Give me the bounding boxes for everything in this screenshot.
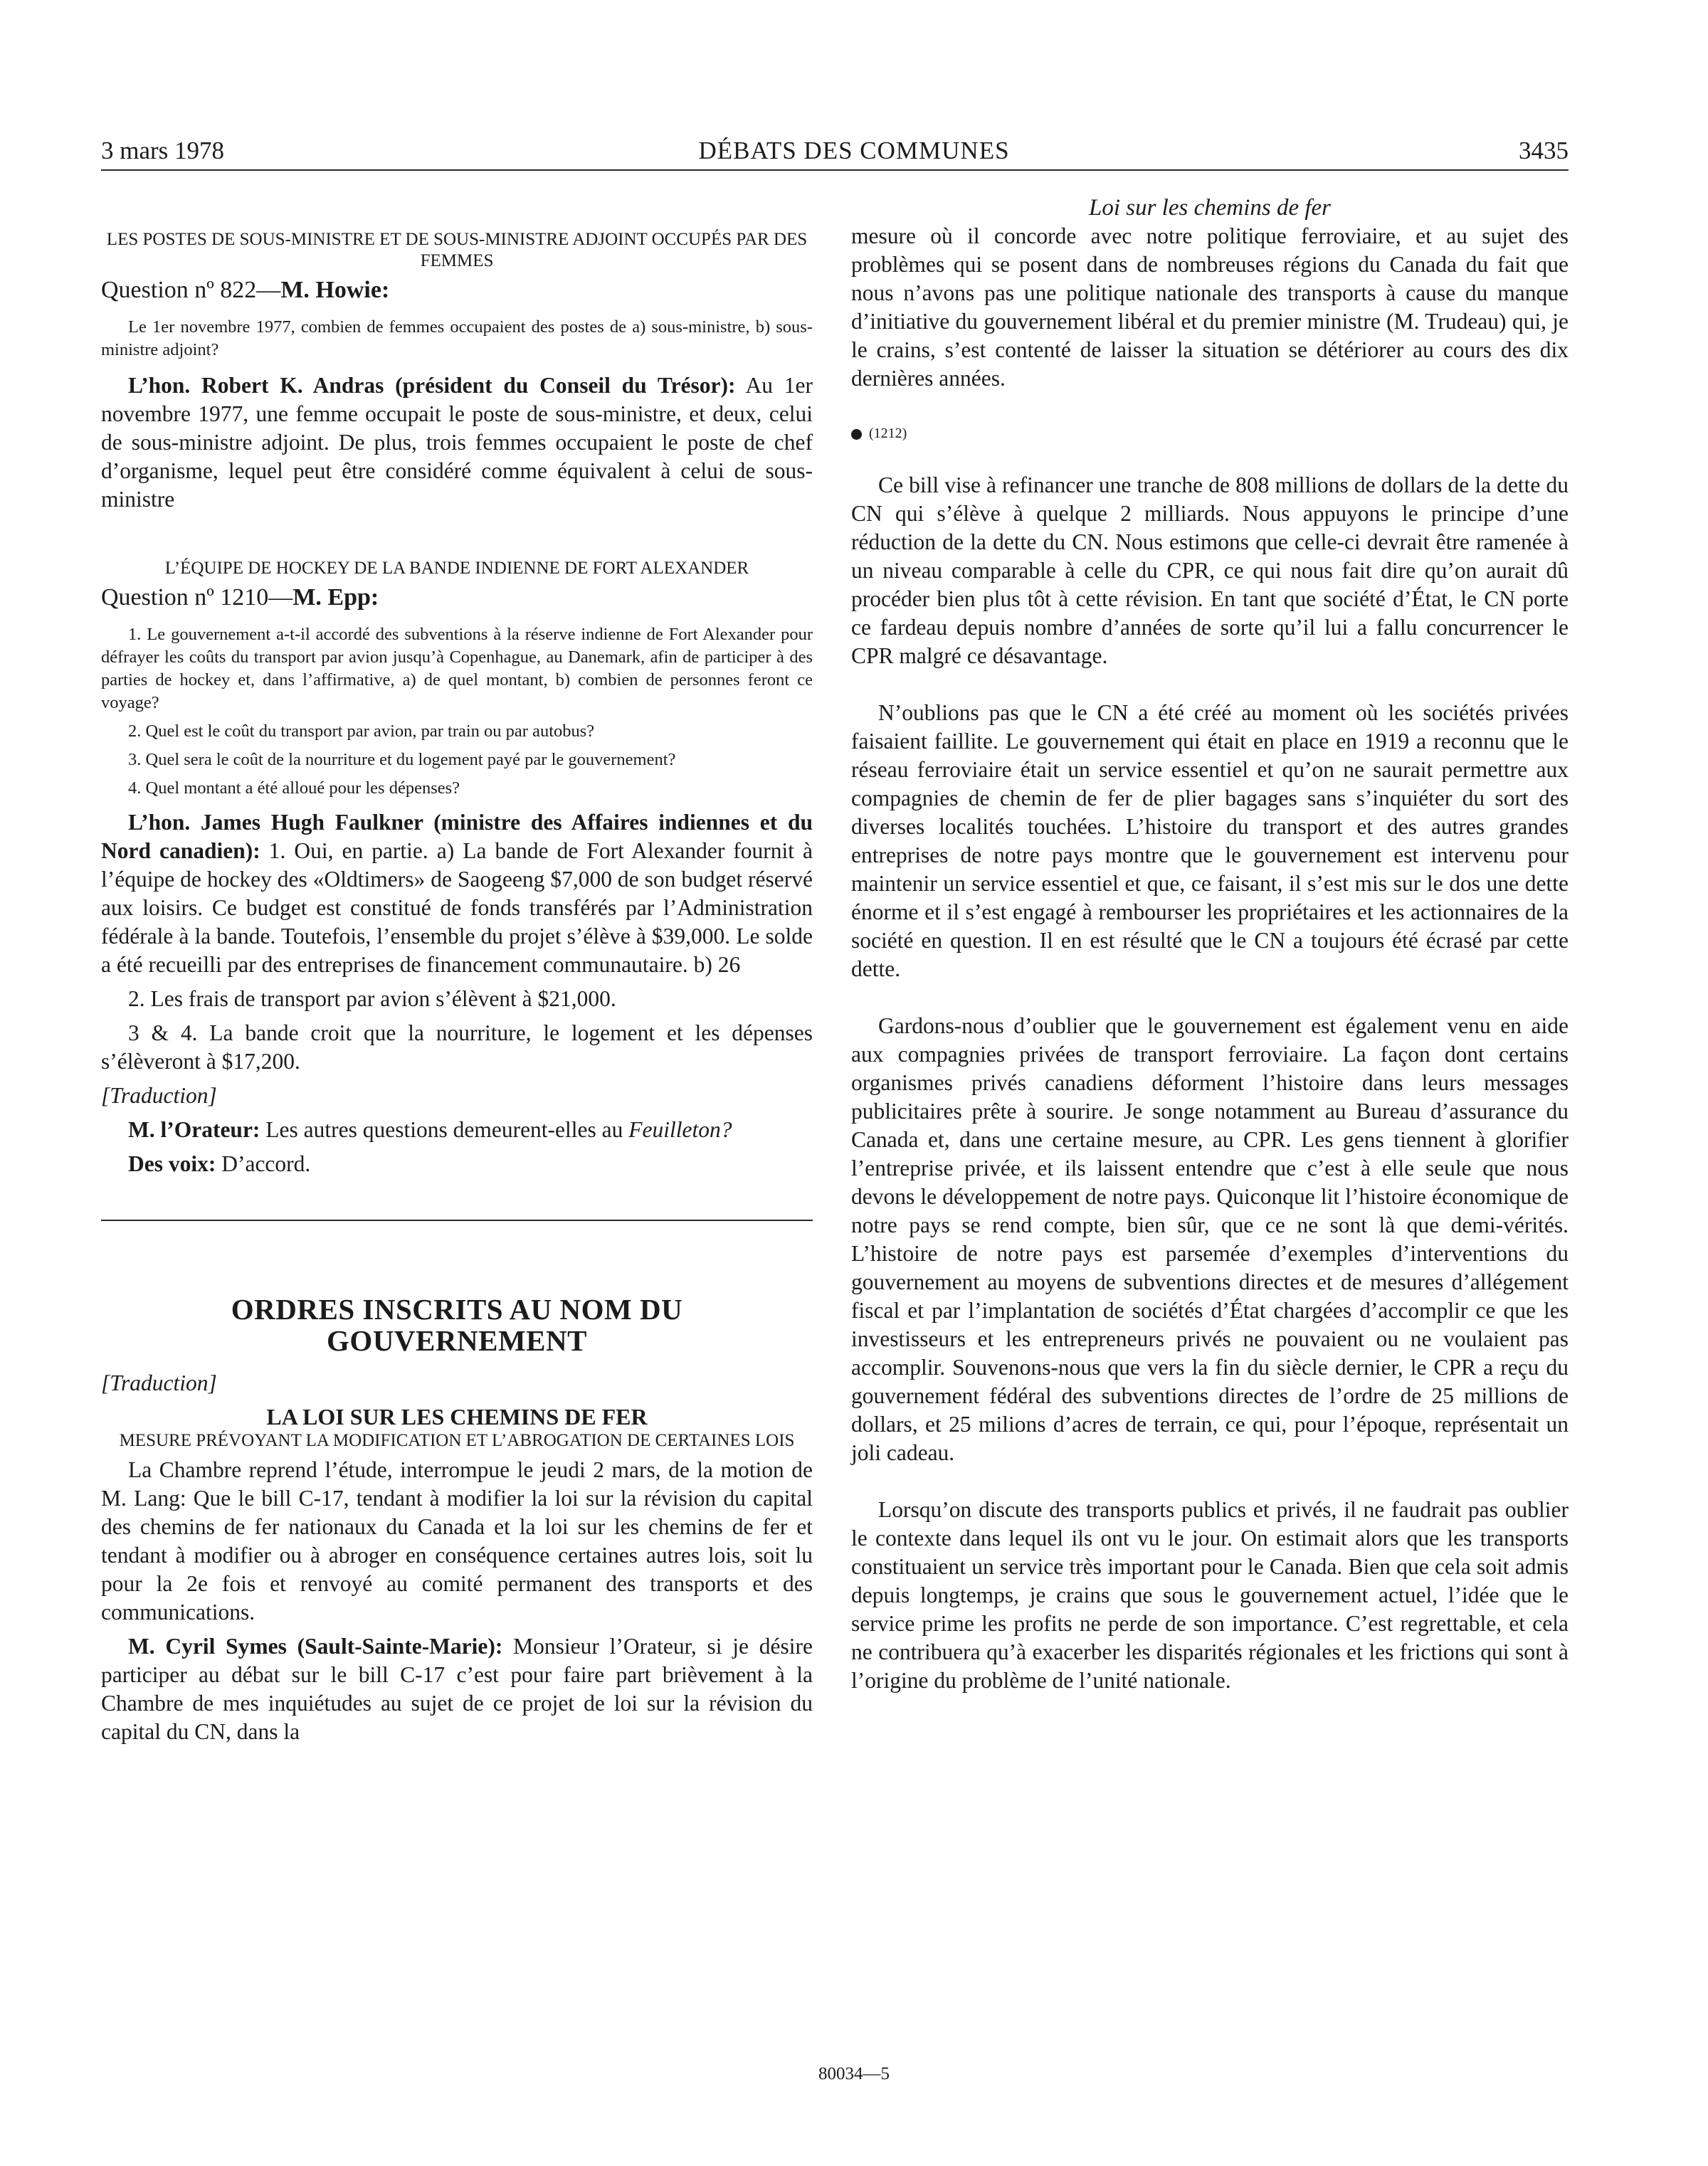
q1210-item-3: 3. Quel sera le coût de la nourriture et du logement payé par le gouvernement? — [128, 750, 676, 769]
time-marker — [851, 423, 1569, 444]
q1210-item-2: 2. Quel est le coût du transport par avion, par train ou par autobus? — [128, 722, 595, 741]
feuilleton-word: Feuilleton? — [628, 1117, 732, 1142]
q1210-answer-2: 2. Les frais de transport par avion s’élèvent à $21,000. — [128, 986, 616, 1011]
bill-paragraph: La Chambre reprend l’étude, interrompue le jeudi 2 mars, de la motion de M. Lang: Que le bill C-17, tendant à modifier la loi sur la révision du capital des chemins de fer nationaux du Canada et la loi sur les chemins de fer et tendant à modifier ou à abroger en conséquence certaines autres lois, soit lu pour la 2e fois et renvoyé au comité permanent des transports et des communications. — [101, 1457, 813, 1624]
q1210-answer — [101, 808, 813, 979]
speaker-question — [101, 1116, 813, 1144]
q822-asker: M. Howie: — [280, 277, 390, 303]
bill-subheading: MESURE PRÉVOYANT LA MODIFICATION ET L’ABROGATION DE CERTAINES LOIS — [119, 1431, 795, 1450]
q1210-item-4: 4. Quel montant a été alloué pour les dépenses? — [128, 778, 460, 798]
voices-text: D’accord. — [221, 1151, 311, 1176]
bill-heading: LA LOI SUR LES CHEMINS DE FER — [266, 1404, 648, 1430]
header-rule — [101, 169, 1569, 171]
q1210-answer-34: 3 & 4. La bande croit que la nourriture, le logement et les dépenses s’élèveront à $17,200. — [101, 1020, 813, 1074]
q1210-question-line — [101, 583, 813, 612]
header-title: DÉBATS DES COMMUNES — [698, 137, 1010, 164]
q1210-answer-speaker: L’hon. James Hugh Faulkner (ministre des Affaires indiennes et du Nord canadien): — [101, 810, 813, 863]
voices-reply — [101, 1150, 813, 1178]
symes-speaker: M. Cyril Symes (Sault-Sainte-Marie): — [128, 1634, 503, 1659]
left-column — [101, 179, 813, 1752]
q1210-item-1: 1. Le gouvernement a-t-il accordé des subventions à la réserve indienne de Fort Alexander pour défrayer les coûts du transport par avion jusqu’à Copenhague, au Danemark, afin de participer à des parties de hockey et, dans l’affirmative, a) de quel montant, b) combien de personnes feront ce voyage? — [101, 625, 813, 712]
symes-text: Monsieur l’Orateur, si je désire participer au débat sur le bill C-17 c’est pour faire part brièvement à la Chambre de mes inquiétudes au sujet de ce projet de loi sur la révision du capital du CN, dans la — [101, 1634, 813, 1744]
bullet-dot-icon — [851, 429, 862, 440]
right-paragraph-5: Lorsqu’on discute des transports publics et privés, il ne faudrait pas oublier le contexte dans lequel ils ont vu le jour. On estimait alors que les transports constituaient un service très important pour le Canada. Bien que cela soit admis depuis longtemps, je crains que sous le gouvernement actuel, l’idée que le service prime les profits ne perde de son importance. C’est regrettable, et cela ne contribuera qu’à exacerber les disparités régionales et les frictions qui sont à l’origine du problème de l’unité nationale. — [851, 1497, 1569, 1693]
speaker-text: Les autres questions demeurent-elles au — [265, 1117, 623, 1142]
voices-label: Des voix: — [128, 1151, 216, 1176]
speaker-label: M. l’Orateur: — [128, 1117, 260, 1142]
footer-code: 80034—5 — [818, 2064, 890, 2083]
orders-heading: ORDRES INSCRITS AU NOM DU GOUVERNEMENT — [231, 1293, 683, 1357]
header-page-number: 3435 — [1519, 137, 1569, 164]
traduction-label-2: [Traduction] — [101, 1370, 217, 1395]
traduction-label-1: [Traduction] — [101, 1083, 217, 1108]
q1210-heading: L’ÉQUIPE DE HOCKEY DE LA BANDE INDIENNE DE FORT ALEXANDER — [164, 559, 749, 578]
q1210-answer-text: 1. Oui, en partie. a) La bande de Fort Alexander fournit à l’équipe de hockey des «Oldtimers» de Saogeeng $7,000 de son budget réservé aux loisirs. Ce budget est constitué de fonds transférés par l’Administration fédérale à la bande. Toutefois, l’ensemble du projet s’élève à $39,000. Le solde a été recueilli par des entreprises de financement communautaire. b) 26 — [101, 838, 813, 977]
section-rule — [101, 1220, 813, 1221]
symes-paragraph — [101, 1632, 813, 1746]
q822-answer — [101, 371, 813, 514]
q1210-label: Question nº 1210— — [101, 584, 293, 611]
right-paragraph-4: Gardons-nous d’oublier que le gouvernement est également venu en aide aux compagnies privées de transport ferroviaire. La façon dont certains organismes privés canadiens déforment l’histoire dans leurs messages publicitaires prête à sourire. Je songe notamment au Bureau d’assurance du Canada et, dans une certaine mesure, au CPR. Les gens tiennent à glorifier l’entreprise privée, et ils laissent entendre que c’est à elle seule que nous devons le développement de notre pays. Quiconque lit l’histoire économique de notre pays se rend compte, bien sûr, que ce ne sont là que demi-vérités. L’histoire de notre pays est parsemée d’exemples d’interventions du gouvernement au moyens de subventions directes et de mesures d’allégement fiscal et par l’implantation de sociétés d’État chargées d’accomplir ce que les investisseurs et les entrepreneurs privés ne pouvaient ou ne voulaient pas accomplir. Souvenons-nous que vers la fin du siècle dernier, le CPR a reçu du gouvernement fédéral des subventions directes de l’ordre de 25 millions de dollars, et 25 milions d’acres de terrain, ce qui, pour l’époque, représentait un joli cadeau. — [851, 1013, 1569, 1465]
right-paragraph-2: Ce bill vise à refinancer une tranche de 808 millions de dollars de la dette du CN qui s’élève à quelque 2 milliards. Nous appuyons le principe d’une réduction de la dette du CN. Nous estimons que celle-ci devrait être ramenée à un niveau comparable à celle du CPR, ce qui nous fait dire qu’on aurait dû procéder bien plus tôt à cette révision. En tant que société d’État, le CN porte ce fardeau depuis nombre d’années de sorte qu’il lui a fallu concurrencer le CPR malgré ce désavantage. — [851, 472, 1569, 668]
q822-label: Question nº 822— — [101, 277, 281, 303]
q822-heading: LES POSTES DE SOUS-MINISTRE ET DE SOUS-MINISTRE ADJOINT OCCUPÉS PAR DES FEMMES — [106, 230, 808, 270]
q822-question-line — [101, 276, 813, 305]
right-paragraph-1: mesure où il concorde avec notre politique ferroviaire, et au sujet des problèmes qui se posent dans de nombreuses régions du Canada du fait que nous n’avons pas une politique nationale des transports à cause du manque d’initiative du gouvernement libéral et du premier ministre (M. Trudeau) qui, je le crains, s’est contenté de laisser la situation se détériorer au cours des dix dernières années. — [851, 223, 1569, 391]
right-paragraph-3: N’oublions pas que le CN a été créé au moment où les sociétés privées faisaient faillite. Le gouvernement qui était en place en 1919 a reconnu que le réseau ferroviaire était un service essentiel et qu’on ne saurait permettre aux compagnies de chemin de fer de plier bagages sans s’inquiéter du sort des diverses localités touchées. L’histoire du transport et des autres grandes entreprises de notre pays montre que le gouvernement est intervenu pour maintenir un service essentiel et que, ce faisant, il s’est mis sur le dos une dette énorme et il s’est engagé à rembourser les propriétaires et les actionnaires de la société en question. Il en est résulté que le CN a toujours été écrasé par cette dette. — [851, 700, 1569, 981]
running-head: Loi sur les chemins de fer — [1088, 195, 1332, 221]
time-marker-text: (1212) — [869, 426, 907, 441]
q822-answer-text: Au 1er novembre 1977, une femme occupait le poste de sous-ministre, et deux, celui de sous-ministre adjoint. De plus, trois femmes occupaient le poste de chef d’organisme, lequel peut être considéré comme équivalent à celui de sous-ministre — [101, 373, 813, 512]
q822-question-text: Le 1er novembre 1977, combien de femmes occupaient des postes de a) sous-ministre, b) sous-ministre adjoint? — [101, 317, 813, 359]
right-column — [851, 179, 1569, 1701]
q1210-asker: M. Epp: — [292, 584, 379, 611]
q822-answer-speaker: L’hon. Robert K. Andras (président du Conseil du Trésor): — [128, 373, 736, 398]
header-date: 3 mars 1978 — [101, 137, 225, 164]
